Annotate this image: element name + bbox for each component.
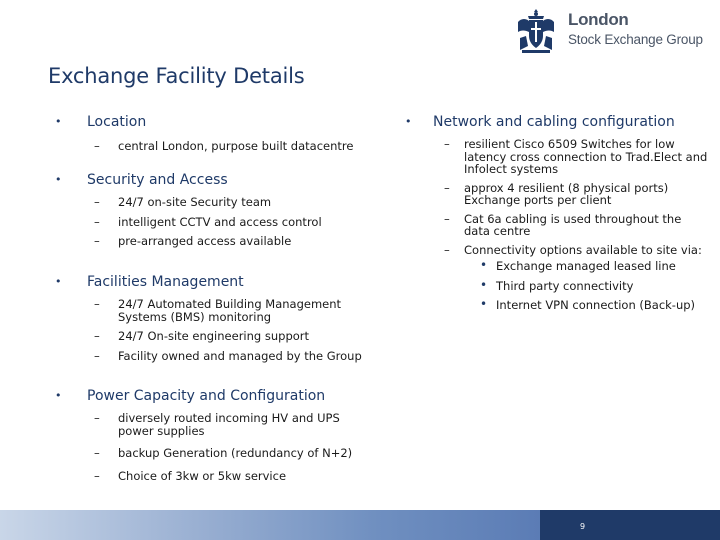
- bullet-icon: •: [480, 258, 488, 272]
- section-network: [405, 114, 710, 312]
- bullet-icon: •: [55, 389, 62, 402]
- bullet-icon: •: [55, 173, 62, 186]
- page-title: Exchange Facility Details: [48, 64, 305, 88]
- section-heading: Location: [87, 114, 147, 130]
- list-item: – approx 4 resilient (8 physical ports) Exchange ports per client: [444, 180, 669, 207]
- section-heading: Security and Access: [87, 172, 228, 188]
- list-item: – 24/7 On-site engineering support: [94, 329, 310, 343]
- logo-line-2: Stock Exchange Group: [568, 32, 703, 47]
- right-column: [405, 114, 710, 312]
- bullet-icon: •: [480, 277, 488, 292]
- section-heading: Facilities Management: [87, 274, 244, 290]
- section-heading: Power Capacity and Configuration: [87, 388, 326, 404]
- list-item: – 24/7 on-site Security team: [94, 195, 272, 209]
- bullet-icon: •: [480, 297, 488, 311]
- list-item: – backup Generation (redundancy of N+2): [94, 446, 353, 460]
- crest-icon: [514, 8, 558, 54]
- logo-wordmark: [568, 10, 703, 49]
- sub-list-item: • Exchange managed leased line: [480, 258, 676, 273]
- sub-list-item: • Third party connectivity: [480, 277, 634, 293]
- section-security: [55, 172, 400, 274]
- footer-gradient-bar: [0, 510, 540, 540]
- list-item: – resilient Cisco 6509 Switches for low latency cross connection to Trad.Elect and Infolect systems: [444, 137, 708, 176]
- page-number: 9: [580, 522, 586, 531]
- logo-line-1: London: [568, 10, 629, 29]
- list-item: – Cat 6a cabling is used throughout the data centre: [444, 211, 682, 238]
- lseg-logo: [514, 8, 714, 54]
- section-heading: Network and cabling configuration: [433, 114, 675, 130]
- list-item: – intelligent CCTV and access control: [94, 214, 322, 229]
- section-facilities: [55, 274, 400, 388]
- section-location: [55, 114, 400, 172]
- list-item: – Connectivity options available to site via:: [444, 242, 702, 257]
- left-column: [55, 114, 400, 482]
- list-item: – central London, purpose built datacentre: [94, 139, 354, 153]
- sub-list-item: • Internet VPN connection (Back-up): [480, 297, 696, 312]
- bullet-icon: •: [55, 115, 62, 128]
- list-item: – Choice of 3kw or 5kw service: [94, 468, 287, 483]
- bullet-icon: •: [405, 115, 412, 128]
- footer-dark-block: [540, 510, 720, 540]
- list-item: – pre-arranged access available: [94, 234, 292, 248]
- section-power: [55, 388, 400, 482]
- list-item: – Facility owned and managed by the Group: [94, 348, 362, 363]
- list-item: – 24/7 Automated Building Management Systems (BMS) monitoring: [94, 297, 342, 324]
- bullet-icon: •: [55, 275, 62, 288]
- list-item: – diversely routed incoming HV and UPS power supplies: [94, 411, 340, 438]
